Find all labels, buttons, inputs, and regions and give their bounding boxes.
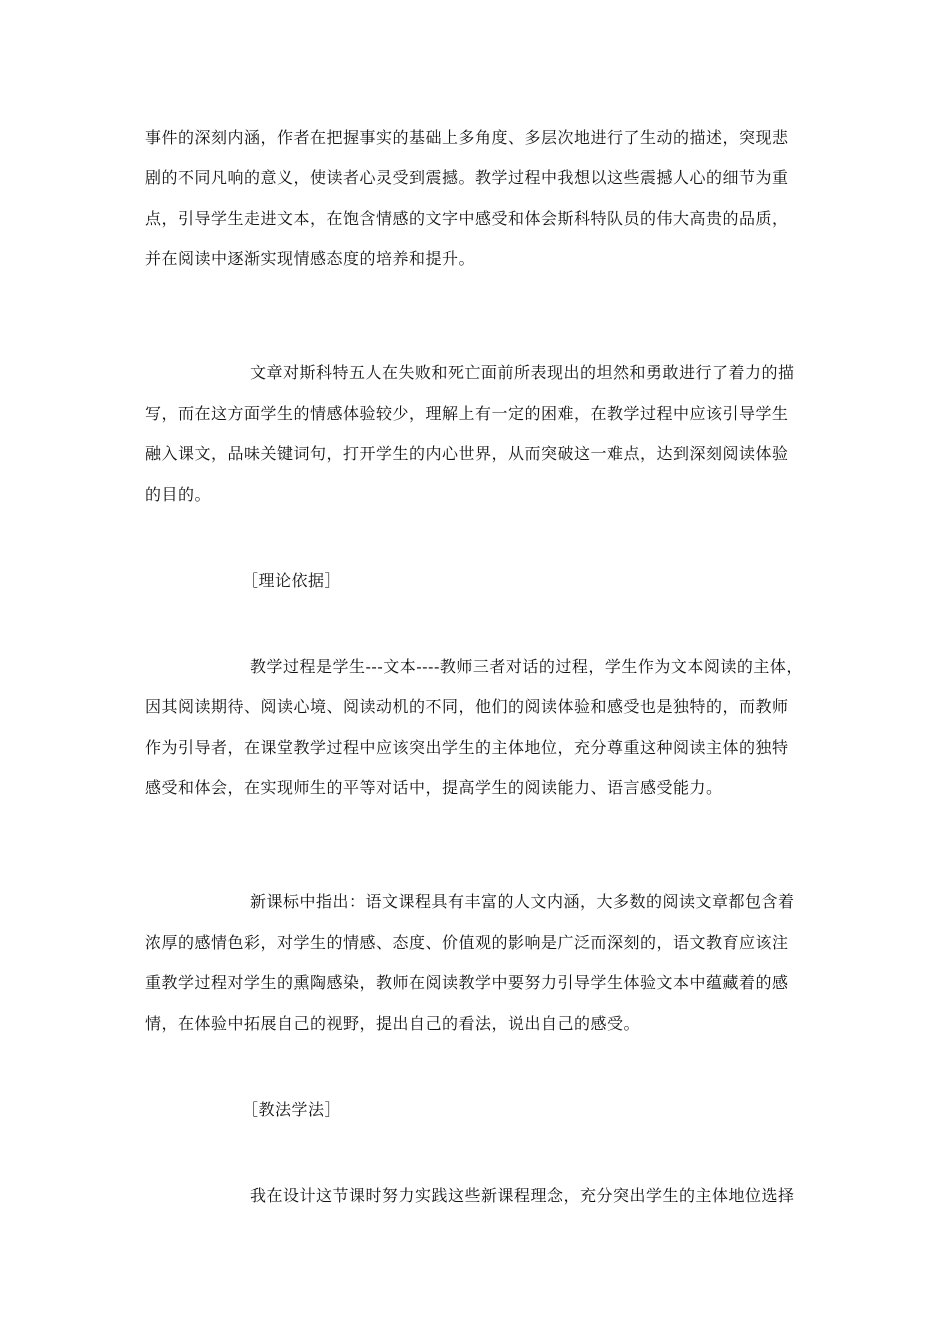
paragraph-1-line-1: 事件的深刻内涵，作者在把握事实的基础上多角度、多层次地进行了生动的描述，突现悲	[145, 128, 789, 147]
paragraph-1-line-3: 点，引导学生走进文本，在饱含情感的文字中感受和体会斯科特队员的伟大高贵的品质，	[145, 209, 789, 228]
section-heading-theory: ［理论依据］	[242, 571, 342, 590]
paragraph-3-line-3: 作为引导者，在课堂教学过程中应该突出学生的主体地位，充分尊重这种阅读主体的独特	[145, 738, 789, 757]
paragraph-3-line-1: 教学过程是学生---文本----教师三者对话的过程，学生作为文本阅读的主体，	[250, 657, 803, 676]
paragraph-2-line-1: 文章对斯科特五人在失败和死亡面前所表现出的坦然和勇敢进行了着力的描	[250, 363, 795, 382]
paragraph-5-line-1: 我在设计这节课时努力实践这些新课程理念，充分突出学生的主体地位选择	[250, 1186, 795, 1205]
paragraph-3-line-4: 感受和体会，在实现师生的平等对话中，提高学生的阅读能力、语言感受能力。	[145, 778, 723, 797]
paragraph-4-line-3: 重教学过程对学生的熏陶感染，教师在阅读教学中要努力引导学生体验文本中蕴藏着的感	[145, 973, 789, 992]
paragraph-4-line-2: 浓厚的感情色彩，对学生的情感、态度、价值观的影响是广泛而深刻的，语文教育应该注	[145, 933, 789, 952]
paragraph-1-line-2: 剧的不同凡响的意义，使读者心灵受到震撼。教学过程中我想以这些震撼人心的细节为重	[145, 168, 789, 187]
paragraph-4-line-1: 新课标中指出：语文课程具有丰富的人文内涵，大多数的阅读文章都包含着	[250, 892, 795, 911]
section-heading-methods: ［教法学法］	[242, 1100, 342, 1119]
paragraph-3-line-2: 因其阅读期待、阅读心境、阅读动机的不同，他们的阅读体验和感受也是独特的，而教师	[145, 697, 789, 716]
paragraph-2-line-4: 的目的。	[145, 485, 212, 504]
paragraph-2-line-2: 写，而在这方面学生的情感体验较少，理解上有一定的困难，在教学过程中应该引导学生	[145, 404, 789, 423]
paragraph-4-line-4: 情，在体验中拓展自己的视野，提出自己的看法，说出自己的感受。	[145, 1014, 641, 1033]
paragraph-1-line-4: 并在阅读中逐渐实现情感态度的培养和提升。	[145, 249, 476, 268]
paragraph-2-line-3: 融入课文，品味关键词句，打开学生的内心世界，从而突破这一难点，达到深刻阅读体验	[145, 444, 789, 463]
